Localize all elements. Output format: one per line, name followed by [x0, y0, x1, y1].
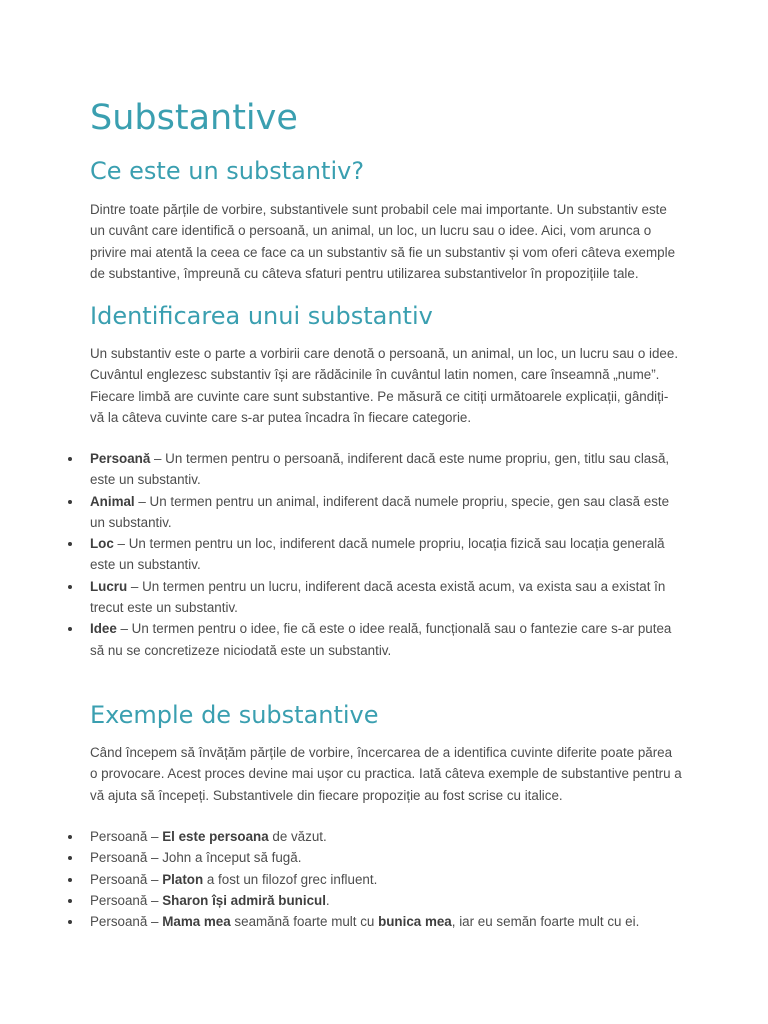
- section-paragraph-intro: Dintre toate părțile de vorbire, substantivele sunt probabil cele mai importante. Un substantiv este un cuvânt care identifică o persoană, un animal, un loc, un lucru sau o idee. Aici, vom arunca o privire mai atentă la ceea ce face ca un substantiv să fie un substantiv și vom oferi câteva exemple de substantive, împreună cu câteva sfaturi pentru utilizarea substantivelor în propozițiile tale.: [90, 202, 676, 281]
- section-heading-what-is-noun: Ce este un substantiv?: [90, 157, 365, 185]
- example-prefix: Persoană – John a început să fugă.: [90, 850, 302, 866]
- term-description: – Un termen pentru un loc, indiferent dacă numele propriu, locația fizică sau locația generală este un substantiv.: [90, 536, 665, 573]
- example-prefix: Persoană –: [90, 892, 163, 908]
- example-text: .: [325, 892, 330, 908]
- section-heading-examples: Exemple de substantive: [90, 701, 379, 729]
- section-paragraph-examples: Când începem să învățăm părțile de vorbire, încercarea de a identifica cuvinte diferite poate părea o provocare. Acest proces devine mai ușor cu practica. Iată câteva exemple de substantive pentru a vă ajuta să începeți. Substantivele din fiecare propoziție au fost scrise cu italice.: [90, 745, 682, 803]
- list-item: [90, 618, 682, 661]
- term-label: Idee: [90, 621, 117, 637]
- example-prefix: Persoană –: [90, 914, 163, 930]
- example-noun: El este persoana: [162, 829, 269, 844]
- term-description: – Un termen pentru un animal, indiferent dacă numele propriu, specie, gen sau clasă este un substantiv.: [90, 493, 670, 530]
- category-list: [90, 448, 682, 661]
- term-description: – Un termen pentru un lucru, indiferent dacă acesta există acum, va exista sau a existat în trecut este un substantiv.: [90, 578, 666, 616]
- example-list: [90, 826, 682, 932]
- list-item: [90, 847, 682, 868]
- list-item: [90, 448, 682, 491]
- list-item: [90, 869, 682, 890]
- example-noun: Platon: [162, 871, 204, 887]
- section-heading-identify-noun: Identificarea unui substantiv: [90, 302, 433, 330]
- list-item: [90, 826, 682, 847]
- term-description: – Un termen pentru o persoană, indiferent dacă este nume propriu, gen, titlu sau clasă, este un substantiv.: [90, 451, 670, 488]
- example-prefix: Persoană –: [90, 871, 163, 887]
- example-noun: Sharon își admiră bunicul: [162, 892, 326, 908]
- list-item: [90, 576, 682, 619]
- list-item: [90, 911, 682, 932]
- term-label: Persoană: [90, 451, 151, 466]
- example-text: seamănă foarte mult cu: [230, 914, 379, 930]
- term-label: Animal: [90, 493, 135, 509]
- page-title: Substantive: [90, 98, 298, 138]
- list-item: [90, 533, 682, 576]
- example-prefix: Persoană –: [90, 829, 163, 844]
- example-text: a fost un filozof grec influent.: [203, 871, 378, 887]
- example-noun: bunica mea: [378, 914, 452, 930]
- term-label: Lucru: [90, 578, 128, 594]
- list-item: [90, 890, 682, 911]
- term-label: Loc: [90, 536, 114, 552]
- example-noun: Mama mea: [162, 914, 231, 930]
- term-description: – Un termen pentru o idee, fie că este o idee reală, funcțională sau o fantezie care s-ar putea să nu se concretizeze niciodată este un substantiv.: [90, 621, 672, 658]
- example-text: , iar eu semăn foarte mult cu ei.: [451, 914, 640, 930]
- section-paragraph-identify: Un substantiv este o parte a vorbirii care denotă o persoană, un animal, un loc, un lucru sau o idee. Cuvântul englezesc substantiv își are rădăcinile în cuvântul latin nomen, care înseamnă „nume”. Fiecare limbă are cuvinte care sunt substantive. Pe măsură ce citiți următoarele explicații, gândiți-vă la câteva cuvinte care s-ar putea încadra în fiecare categorie.: [90, 346, 679, 425]
- list-item: [90, 491, 682, 534]
- example-text: de văzut.: [268, 829, 327, 844]
